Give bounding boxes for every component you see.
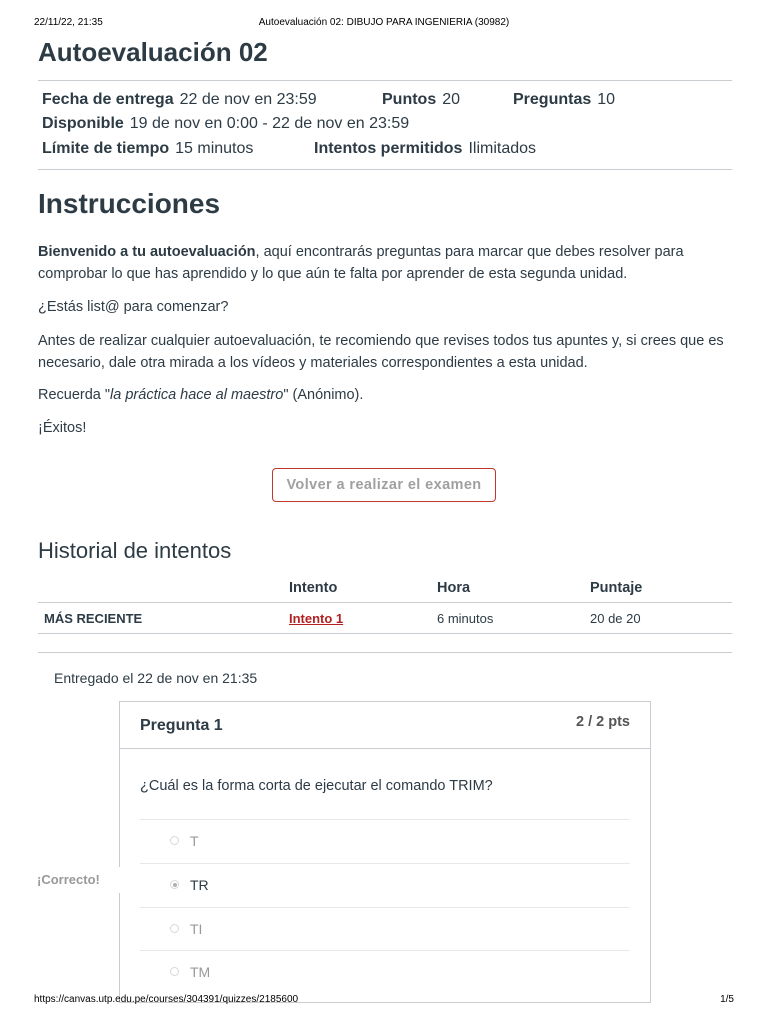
- print-date: 22/11/22, 21:35: [34, 17, 103, 28]
- available-value: 19 de nov en 0:00 - 22 de nov en 23:59: [129, 115, 410, 132]
- question-header: [120, 702, 650, 749]
- questions-value: 10: [597, 91, 616, 108]
- available-detail: [42, 115, 409, 133]
- retake-quiz-button[interactable]: Volver a realizar el examen: [272, 468, 496, 502]
- quiz-title: Autoevaluación 02: [38, 37, 268, 67]
- time-limit-detail: [42, 140, 253, 158]
- print-document-title: Autoevaluación 02: DIBUJO PARA INGENIERIA (30982): [258, 17, 510, 28]
- divider: [38, 169, 732, 170]
- question-points: 2 / 2 pts: [576, 714, 630, 730]
- answer-label: TI: [190, 921, 203, 937]
- most-recent-label: MÁS RECIENTE: [38, 603, 289, 634]
- page-url: https://canvas.utp.edu.pe/courses/304391/quizzes/2185600: [34, 994, 299, 1005]
- print-header: [34, 17, 734, 31]
- available-label: Disponible: [42, 115, 124, 132]
- question-text: ¿Cuál es la forma corta de ejecutar el comando TRIM?: [140, 778, 493, 794]
- attempt-cell: [289, 603, 437, 634]
- quote-text: la práctica hace al maestro: [110, 387, 284, 403]
- radio-button-checked-icon[interactable]: [170, 880, 179, 889]
- attempt-1-link[interactable]: Intento 1: [289, 610, 344, 626]
- points-label: Puntos: [382, 91, 437, 108]
- due-label: Fecha de entrega: [42, 91, 174, 108]
- print-footer: [34, 994, 734, 1008]
- attempt-history-table: [38, 574, 732, 634]
- table-header-row: [38, 574, 732, 603]
- instructions-paragraph-4: Recuerda "la práctica hace al maestro" (Anónimo).: [38, 387, 364, 403]
- answer-label: TM: [190, 964, 211, 980]
- column-header-score: Puntaje: [590, 574, 732, 603]
- attempts-detail: [314, 140, 536, 158]
- time-cell: 6 minutos: [437, 603, 590, 634]
- submitted-timestamp: Entregado el 22 de nov en 21:35: [54, 670, 258, 686]
- column-header-time: Hora: [437, 574, 590, 603]
- points-value: 20: [442, 91, 461, 108]
- attempt-history-title: Historial de intentos: [38, 538, 232, 563]
- column-header-empty: [38, 574, 289, 603]
- question-title: Pregunta 1: [140, 717, 223, 734]
- table-row: [38, 603, 732, 634]
- divider: [38, 80, 732, 81]
- question-card: [119, 701, 651, 1003]
- questions-label: Preguntas: [513, 91, 592, 108]
- time-limit-value: 15 minutos: [175, 140, 254, 157]
- answer-label: T: [190, 833, 199, 849]
- divider: [38, 652, 732, 653]
- instructions-paragraph-5: ¡Éxitos!: [38, 420, 87, 436]
- page-number: 1/5: [720, 994, 734, 1005]
- answer-option-tm[interactable]: [140, 950, 630, 994]
- welcome-text: Bienvenido a tu autoevaluación: [38, 244, 256, 260]
- instructions-paragraph-1: Bienvenido a tu autoevaluación, aquí encontrarás preguntas para marcar que debes resolver para comprobar lo que has aprendido y lo que aún te falta por aprender de esta segunda unidad.: [38, 244, 684, 282]
- radio-button-icon[interactable]: [170, 967, 179, 976]
- instructions-paragraph-2: ¿Estás list@ para comenzar?: [38, 299, 229, 315]
- radio-button-icon[interactable]: [170, 924, 179, 933]
- points-detail: [382, 91, 460, 109]
- attempts-value: Ilimitados: [468, 140, 537, 157]
- instructions-title: Instrucciones: [38, 188, 221, 219]
- time-limit-label: Límite de tiempo: [42, 140, 170, 157]
- quiz-details-row-1: [42, 91, 317, 109]
- attempts-label: Intentos permitidos: [314, 140, 463, 157]
- answer-option-t[interactable]: [140, 819, 630, 863]
- answer-option-tr[interactable]: [140, 863, 630, 907]
- score-cell: 20 de 20: [590, 603, 732, 634]
- answer-label: TR: [190, 877, 209, 893]
- questions-detail: [513, 91, 615, 109]
- answer-option-ti[interactable]: [140, 907, 630, 951]
- column-header-attempt: Intento: [289, 574, 437, 603]
- instructions-paragraph-3: Antes de realizar cualquier autoevaluación, te recomiendo que revises todos tus apuntes y, si crees que es necesario, dale otra mirada a los vídeos y materiales correspondientes a esta unidad.: [38, 333, 724, 371]
- radio-button-icon[interactable]: [170, 836, 179, 845]
- due-value: 22 de nov en 23:59: [179, 91, 317, 108]
- correct-answer-flag: ¡Correcto!: [30, 867, 126, 893]
